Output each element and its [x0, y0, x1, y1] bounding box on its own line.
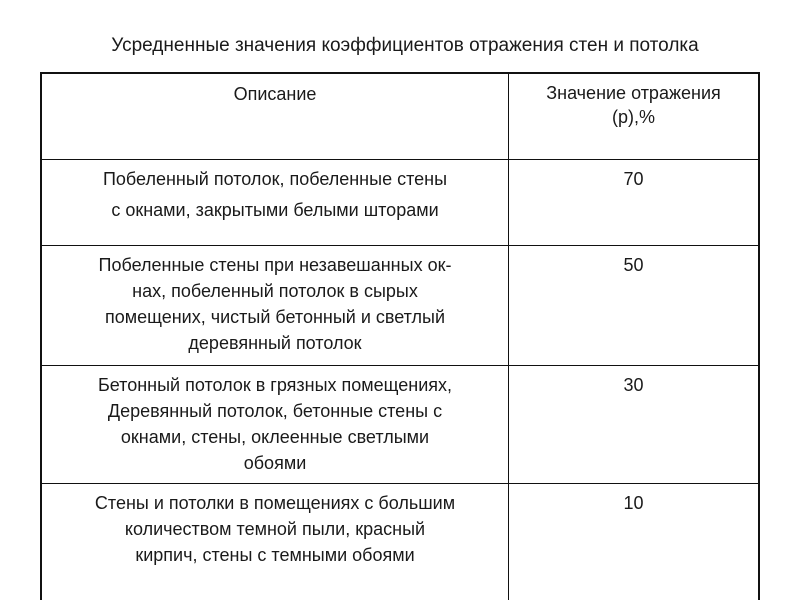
header-value-line: (р),% [611, 107, 655, 127]
description-line: Побеленный потолок, побеленные стены [102, 169, 448, 189]
row-description [42, 366, 509, 483]
description-line: окнами, стены, оклеенные светлыми [120, 427, 430, 447]
row-value [509, 246, 758, 365]
header-description-text: Описание [233, 84, 317, 104]
header-value-line: Значение отражения [546, 83, 721, 103]
value-text: 70 [623, 169, 644, 189]
value-text: 50 [623, 255, 644, 275]
header-description [42, 74, 509, 159]
description-line: обоями [243, 453, 307, 473]
table-row [42, 246, 758, 366]
row-description [42, 246, 509, 365]
row-value [509, 366, 758, 483]
page-title: Усредненные значения коэффициентов отражения стен и потолка [111, 35, 699, 56]
row-value [509, 160, 758, 245]
description-line: кирпич, стены с темными обоями [135, 545, 415, 565]
description-line: Бетонный потолок в грязных помещениях, [97, 375, 453, 395]
description-line: количеством темной пыли, красный [124, 519, 426, 539]
description-line: Деревянный потолок, бетонные стены с [107, 401, 443, 421]
description-line: с окнами, закрытыми белыми шторами [111, 200, 439, 220]
table-row [42, 160, 758, 246]
description-line: Побеленные стены при незавешанных ок- [98, 255, 452, 275]
description-line: деревянный потолок [188, 333, 362, 353]
value-text: 10 [623, 493, 644, 513]
table-row [42, 484, 758, 600]
reflection-table [40, 72, 760, 600]
value-text: 30 [623, 375, 644, 395]
row-description [42, 160, 509, 245]
row-description [42, 484, 509, 600]
table-header-row [42, 74, 758, 160]
table-row [42, 366, 758, 484]
row-value [509, 484, 758, 600]
description-line: нах, побеленный потолок в сырых [132, 281, 418, 301]
description-line: помещених, чистый бетонный и светлый [104, 307, 446, 327]
description-line: Стены и потолки в помещениях с большим [94, 493, 456, 513]
header-value [509, 74, 758, 159]
